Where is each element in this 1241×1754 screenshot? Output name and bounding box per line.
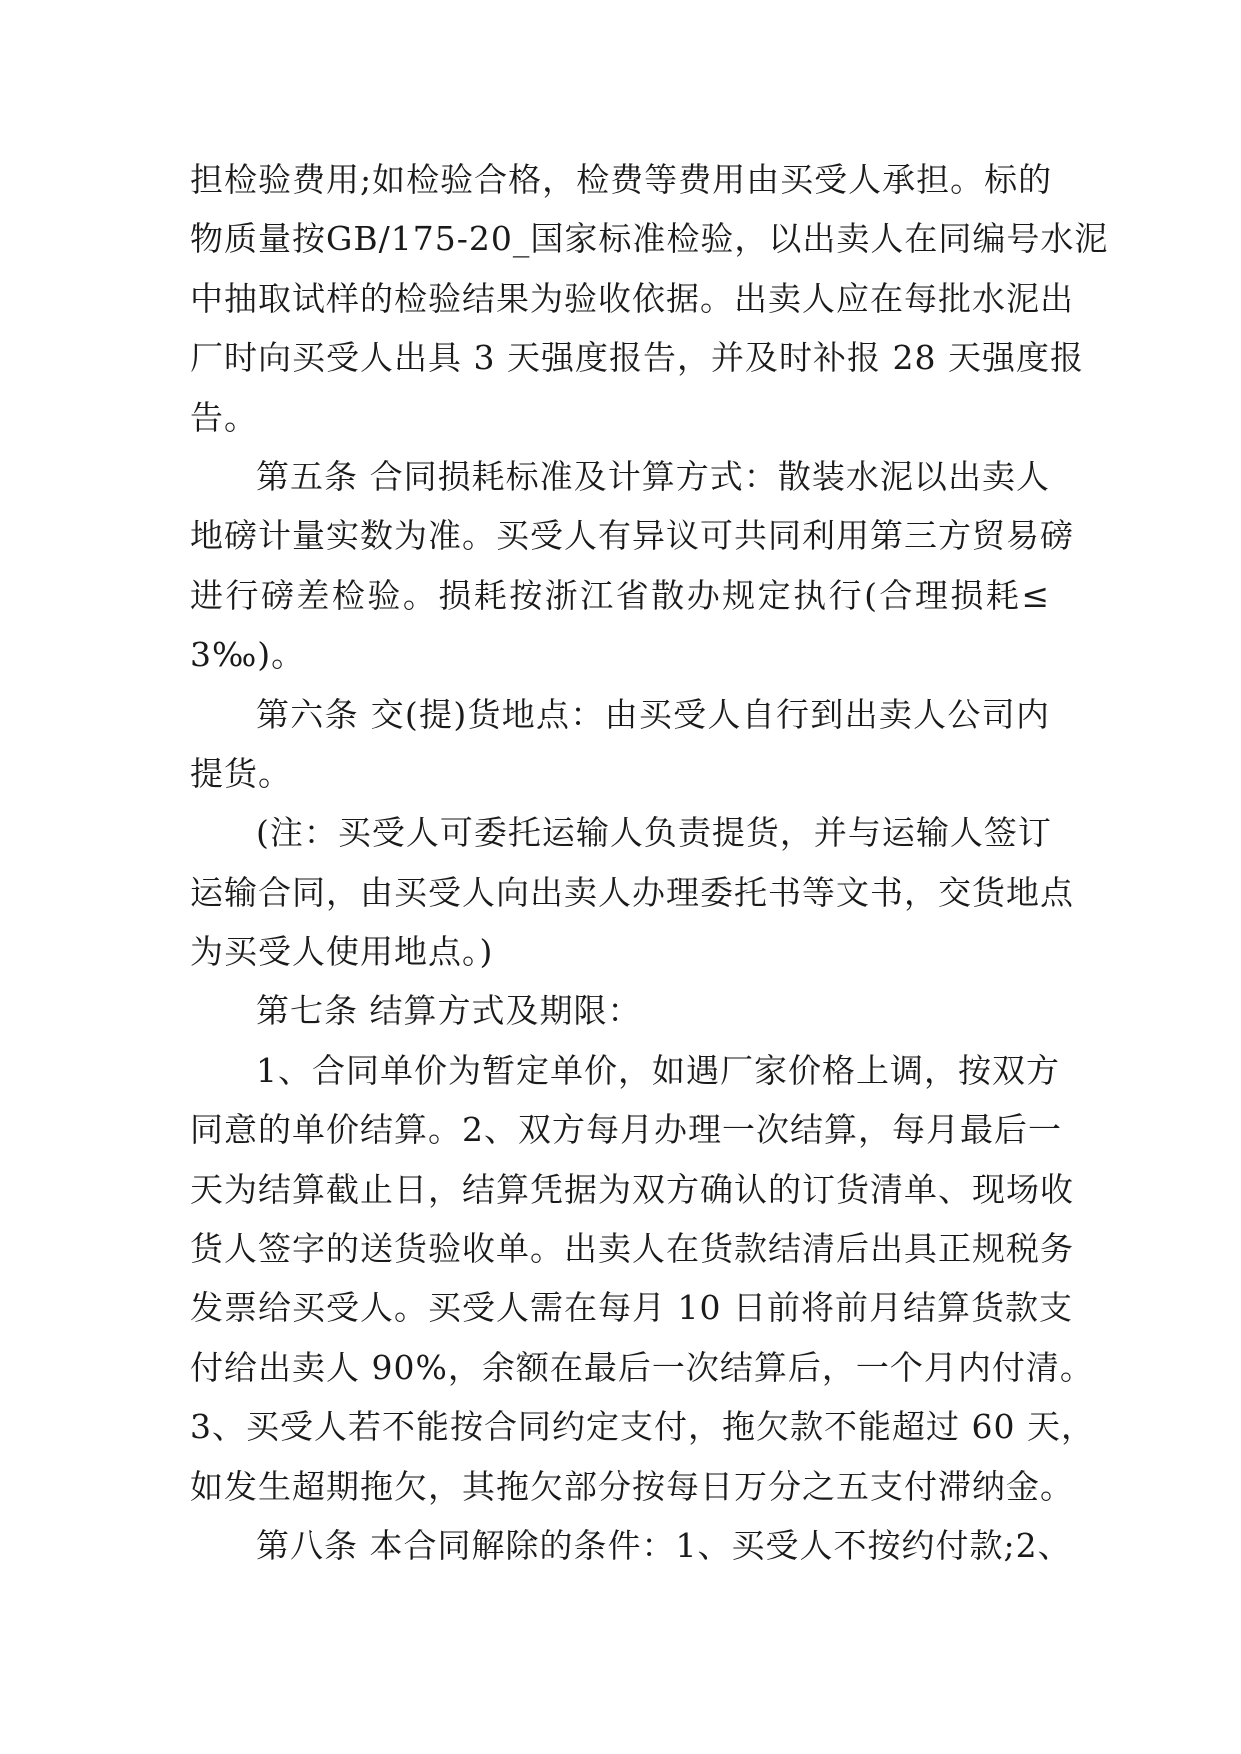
text-line: 同意的单价结算。2、双方每月办理一次结算，每月最后一 [190, 1110, 1062, 1150]
article-7-heading-line: 第七条 结算方式及期限： [256, 991, 642, 1031]
note-line: (注：买受人可委托运输人负责提货，并与运输人签订 [256, 813, 1052, 853]
article-6-heading-line: 第六条 交(提)货地点：由买受人自行到出卖人公司内 [256, 694, 1050, 734]
text-line: 天为结算截止日，结算凭据为双方确认的订货清单、现场收 [190, 1169, 1074, 1209]
text-line: 担检验费用;如检验合格，检费等费用由买受人承担。标的 [190, 160, 1053, 199]
article-5-heading-line: 第五条 合同损耗标准及计算方式：散装水泥以出卖人 [256, 456, 1050, 496]
text-line: 如发生超期拖欠，其拖欠部分按每日万分之五支付滞纳金。 [190, 1466, 1074, 1506]
text-line: 发票给买受人。买受人需在每月 10 日前将前月结算货款支 [190, 1288, 1073, 1328]
text-line: 付给出卖人 90%，余额在最后一次结算后，一个月内付清。 [190, 1347, 1094, 1387]
text-line: 中抽取试样的检验结果为验收依据。出卖人应在每批水泥出 [190, 278, 1074, 318]
text-line: 为买受人使用地点。) [190, 932, 494, 972]
text-line: 物质量按GB/175-20_国家标准检验，以出卖人在同编号水泥 [190, 219, 1109, 259]
contract-body-text [190, 150, 1109, 1575]
text-line: 进行磅差检验。损耗按浙江省散办规定执行(合理损耗≤ [190, 575, 1050, 615]
text-line: 告。 [190, 397, 258, 437]
text-line: 提货。 [190, 753, 292, 793]
text-line: 3‰)。 [190, 635, 306, 675]
text-line: 地磅计量实数为准。买受人有异议可共同利用第三方贸易磅 [190, 516, 1074, 556]
article-8-heading-line: 第八条 本合同解除的条件：1、买受人不按约付款;2、 [256, 1525, 1072, 1565]
text-line: 1、合同单价为暂定单价，如遇厂家价格上调，按双方 [256, 1050, 1060, 1090]
text-line: 货人签字的送货验收单。出卖人在货款结清后出具正规税务 [190, 1229, 1074, 1269]
text-line: 3、买受人若不能按合同约定支付，拖欠款不能超过 60 天， [190, 1407, 1095, 1447]
text-line: 厂时向买受人出具 3 天强度报告，并及时补报 28 天强度报 [190, 338, 1084, 378]
text-line: 运输合同，由买受人向出卖人办理委托书等文书，交货地点 [190, 872, 1074, 912]
